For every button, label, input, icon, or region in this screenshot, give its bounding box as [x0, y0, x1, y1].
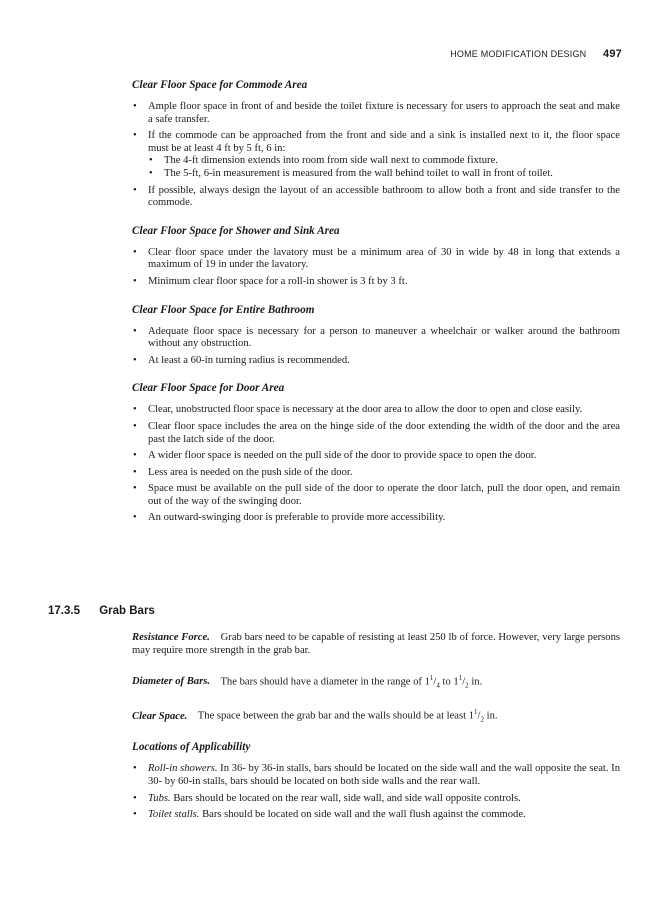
resistance-text: Grab bars need to be capable of resisting at least 250 lb of force. However, very large persons may require more strength in the grab bar.	[132, 632, 621, 656]
page-number: 497	[603, 48, 622, 60]
section-heading	[48, 605, 155, 617]
floor-space-content	[132, 78, 620, 539]
list-item: • Less area is needed on the push side of the door.	[132, 467, 620, 480]
location-text: In 36- by 36-in stalls, bars should be located on the side wall and the wall opposite the seat. In 30- by 60-in stalls, bars should be located on both side walls and the rear wall.	[148, 763, 620, 788]
list-item: • At least a 60-in turning radius is recommended.	[132, 355, 620, 368]
shower-list	[132, 247, 620, 289]
list-item	[132, 809, 620, 822]
bathroom-heading: Clear Floor Space for Entire Bathroom	[132, 303, 315, 316]
fraction-num: 1	[429, 673, 434, 682]
resistance-paragraph	[132, 632, 620, 658]
sub-list-item: • The 4-ft dimension extends into room from side wall next to commode fixture.	[148, 155, 620, 168]
door-heading: Clear Floor Space for Door Area	[132, 382, 285, 395]
fraction-den: 4	[436, 681, 440, 690]
door-list	[132, 404, 620, 525]
list-item: • Space must be available on the pull side of the door to operate the door latch, pull the door open, and remain out of the way of the swinging door.	[132, 483, 620, 508]
section-title: Grab Bars	[99, 605, 155, 617]
list-item: • Clear, unobstructed floor space is necessary at the door area to allow the door to open and close easily.	[132, 404, 620, 417]
diameter-to: to	[442, 676, 451, 688]
location-lead: Tubs.	[148, 792, 171, 804]
list-item-text: If the commode can be approached from the front and side and a sink is installed next to it, the floor space must be at least 4 ft by 5 ft, 6 in:	[148, 130, 620, 154]
location-lead: Roll-in showers.	[148, 763, 218, 775]
clear-space-unit: in.	[486, 710, 498, 722]
bathroom-list	[132, 326, 620, 368]
section-number: 17.3.5	[48, 605, 80, 617]
clear-space-lead: Clear Space.	[132, 710, 188, 722]
list-item: • An outward-swinging door is preferable to provide more accessibility.	[132, 512, 620, 525]
commode-list	[132, 101, 620, 210]
list-item: • Clear floor space includes the area on the hinge side of the door extending the width of the door and the area past the latch side of the door.	[132, 421, 620, 446]
locations-list	[132, 763, 620, 821]
fraction-num: 1	[474, 708, 478, 717]
list-item	[132, 130, 620, 180]
list-item	[132, 763, 620, 788]
location-lead: Toilet stalls.	[148, 809, 200, 821]
list-item: • Adequate floor space is necessary for a person to maneuver a wheelchair or walker around the bathroom without any obstruction.	[132, 326, 620, 351]
list-item: • If possible, always design the layout of an accessible bathroom to allow both a front and side transfer to the commode.	[132, 185, 620, 210]
diameter-unit: in.	[471, 676, 483, 688]
grab-bars-content	[132, 632, 620, 836]
location-text: Bars should be located on the rear wall, side wall, and side wall opposite controls.	[173, 792, 521, 804]
running-header	[450, 48, 622, 60]
locations-heading: Locations of Applicability	[132, 741, 251, 754]
diameter-paragraph: Diameter of Bars. The bars should have a diameter in the range of $1^1/_4$ to $1^1/_2$ in.	[132, 673, 483, 690]
fraction-den: 2	[480, 715, 484, 724]
commode-heading: Clear Floor Space for Commode Area	[132, 79, 308, 91]
location-text: Bars should be located on side wall and the wall flush against the commode.	[202, 809, 526, 821]
shower-heading: Clear Floor Space for Shower and Sink Area	[132, 224, 340, 237]
diameter-lead: Diameter of Bars.	[132, 676, 210, 688]
list-item: • A wider floor space is needed on the pull side of the door to provide space to open the door.	[132, 450, 620, 463]
sub-list-item: • The 5-ft, 6-in measurement is measured from the wall behind toilet to wall in front of toilet.	[148, 168, 620, 181]
list-item: • Clear floor space under the lavatory must be a minimum area of 30 in wide by 48 in long that extends a maximum of 19 in under the lavatory.	[132, 247, 620, 272]
resistance-lead: Resistance Force.	[132, 632, 210, 643]
list-item: • Ample floor space in front of and beside the toilet fixture is necessary for users to approach the seat and make a safe transfer.	[132, 101, 620, 126]
diameter-text: The bars should have a diameter in the range of	[220, 676, 422, 688]
fraction-den: 2	[465, 681, 469, 690]
running-title: HOME MODIFICATION DESIGN	[450, 49, 587, 59]
fraction-num: 1	[458, 673, 463, 682]
sub-list	[148, 155, 620, 180]
clear-space-text: The space between the grab bar and the walls should be at least	[197, 710, 467, 722]
list-item	[132, 793, 620, 806]
clear-space-paragraph: Clear Space. The space between the grab bar and the walls should be at least $1^1/_2$ in.	[132, 708, 498, 724]
list-item: • Minimum clear floor space for a roll-in shower is 3 ft by 3 ft.	[132, 276, 620, 289]
